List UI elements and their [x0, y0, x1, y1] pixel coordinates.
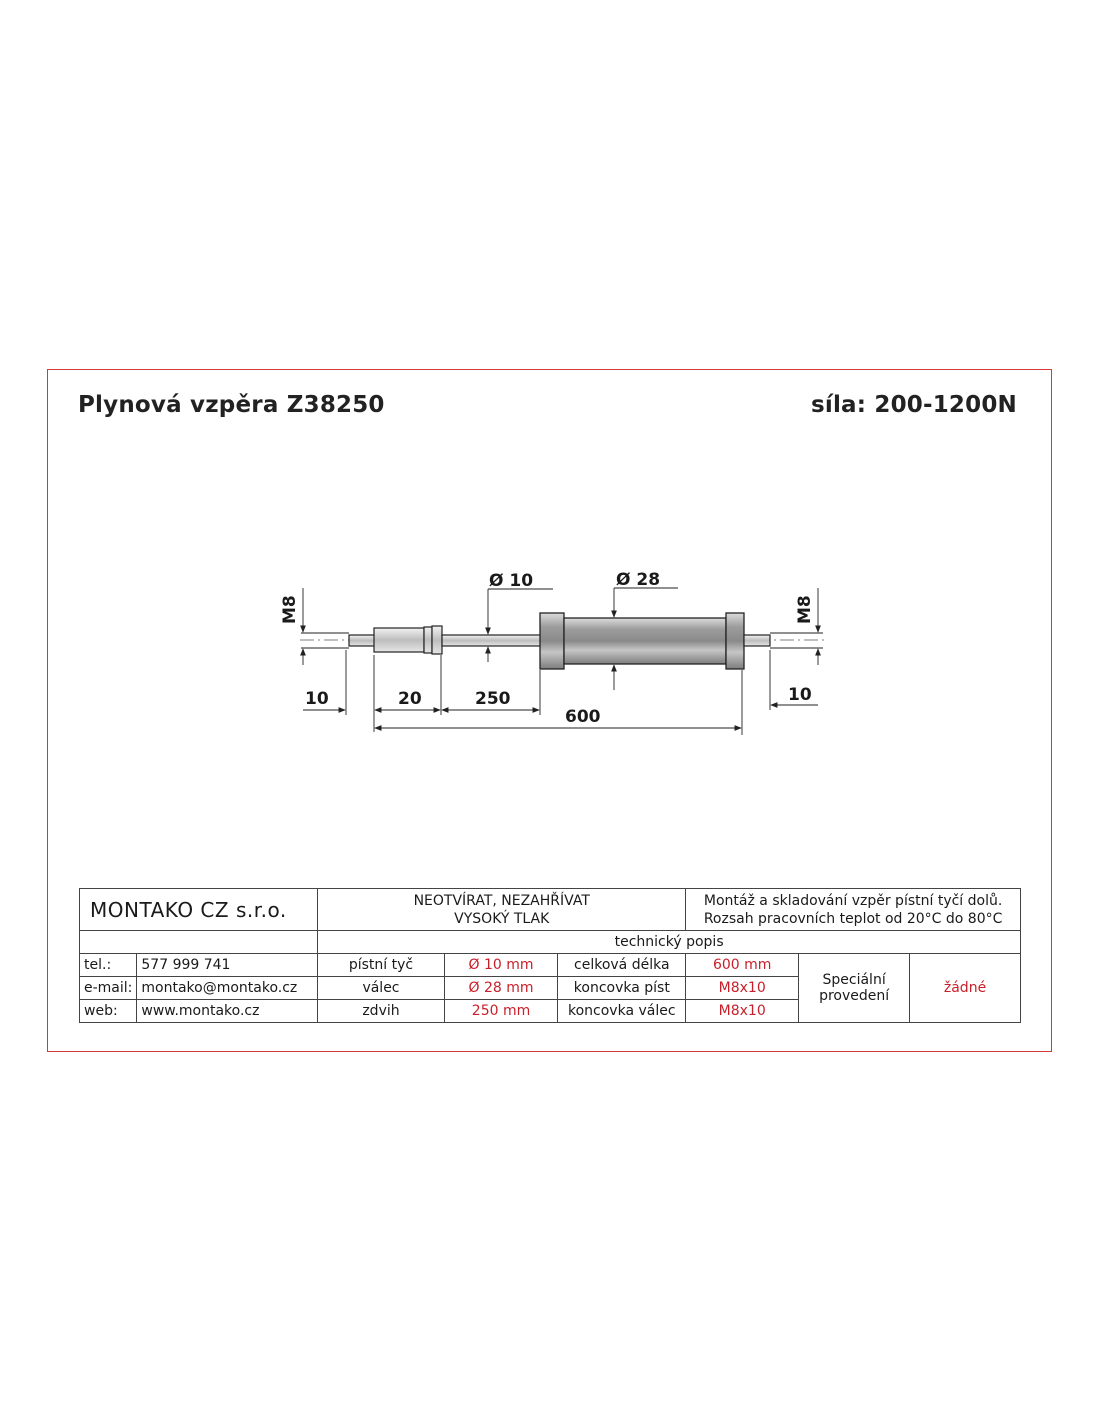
spec-value: Ø 10 mm — [444, 954, 558, 977]
note-line-2: Rozsah pracovních teplot od 20°C do 80°C — [703, 910, 1003, 927]
thread-right-label: M8 — [795, 595, 815, 624]
section-title: technický popis — [318, 931, 1021, 954]
spec-name-2: koncovka válec — [558, 1000, 686, 1023]
spec-name: zdvih — [318, 1000, 444, 1023]
spec-name-2: celková délka — [558, 954, 686, 977]
spec-table — [79, 888, 1021, 1023]
left-thread-end — [349, 635, 376, 646]
special-value: žádné — [910, 954, 1021, 1023]
warning-line-2: VYSOKÝ TLAK — [454, 910, 550, 927]
product-title: Plynová vzpěra Z38250 — [78, 392, 385, 418]
drawing-sheet — [47, 369, 1052, 1052]
dim-total: 600 — [565, 707, 601, 727]
spec-value: 250 mm — [444, 1000, 558, 1023]
spec-value: Ø 28 mm — [444, 977, 558, 1000]
dim-left-end: 10 — [305, 689, 329, 709]
contact-label: web: — [80, 1000, 137, 1023]
table-row — [80, 954, 1021, 977]
spec-value-2: M8x10 — [686, 1000, 799, 1023]
gas-strut-drawing — [48, 370, 1053, 790]
dim-right-end: 10 — [788, 685, 812, 705]
contact-label: tel.: — [80, 954, 137, 977]
note-line-1: Montáž a skladování vzpěr pístní tyčí dolů. — [703, 892, 1003, 909]
warning-line-1: NEOTVÍRAT, NEZAHŘÍVAT — [413, 892, 590, 909]
note-cell — [686, 889, 1021, 931]
contact-phone: 577 999 741 — [137, 954, 318, 977]
spec-value-2: 600 mm — [686, 954, 799, 977]
spec-name-2: koncovka píst — [558, 977, 686, 1000]
cylinder-right-cap — [726, 613, 744, 669]
special-label: Speciální provedení — [799, 954, 910, 1023]
thread-left-label: M8 — [280, 595, 300, 624]
company-name: MONTAKO CZ s.r.o. — [80, 889, 318, 931]
left-shaft — [374, 628, 424, 652]
right-thread-end — [744, 635, 770, 646]
cylinder-diameter-label: Ø 28 — [616, 570, 661, 590]
spec-name: pístní tyč — [318, 954, 444, 977]
spec-value-2: M8x10 — [686, 977, 799, 1000]
dim-shaft: 20 — [398, 689, 422, 709]
contact-web[interactable]: www.montako.cz — [137, 1000, 318, 1023]
cylinder-body — [564, 618, 726, 664]
dim-stroke: 250 — [475, 689, 511, 709]
cylinder-left-cap — [540, 613, 564, 669]
section-blank — [80, 931, 318, 954]
piston-rod — [442, 635, 542, 646]
warning-cell — [318, 889, 686, 931]
force-label: síla: 200-1200N — [810, 392, 1017, 418]
contact-label: e-mail: — [80, 977, 137, 1000]
spec-name: válec — [318, 977, 444, 1000]
rod-diameter-label: Ø 10 — [489, 571, 534, 591]
contact-email[interactable]: montako@montako.cz — [137, 977, 318, 1000]
